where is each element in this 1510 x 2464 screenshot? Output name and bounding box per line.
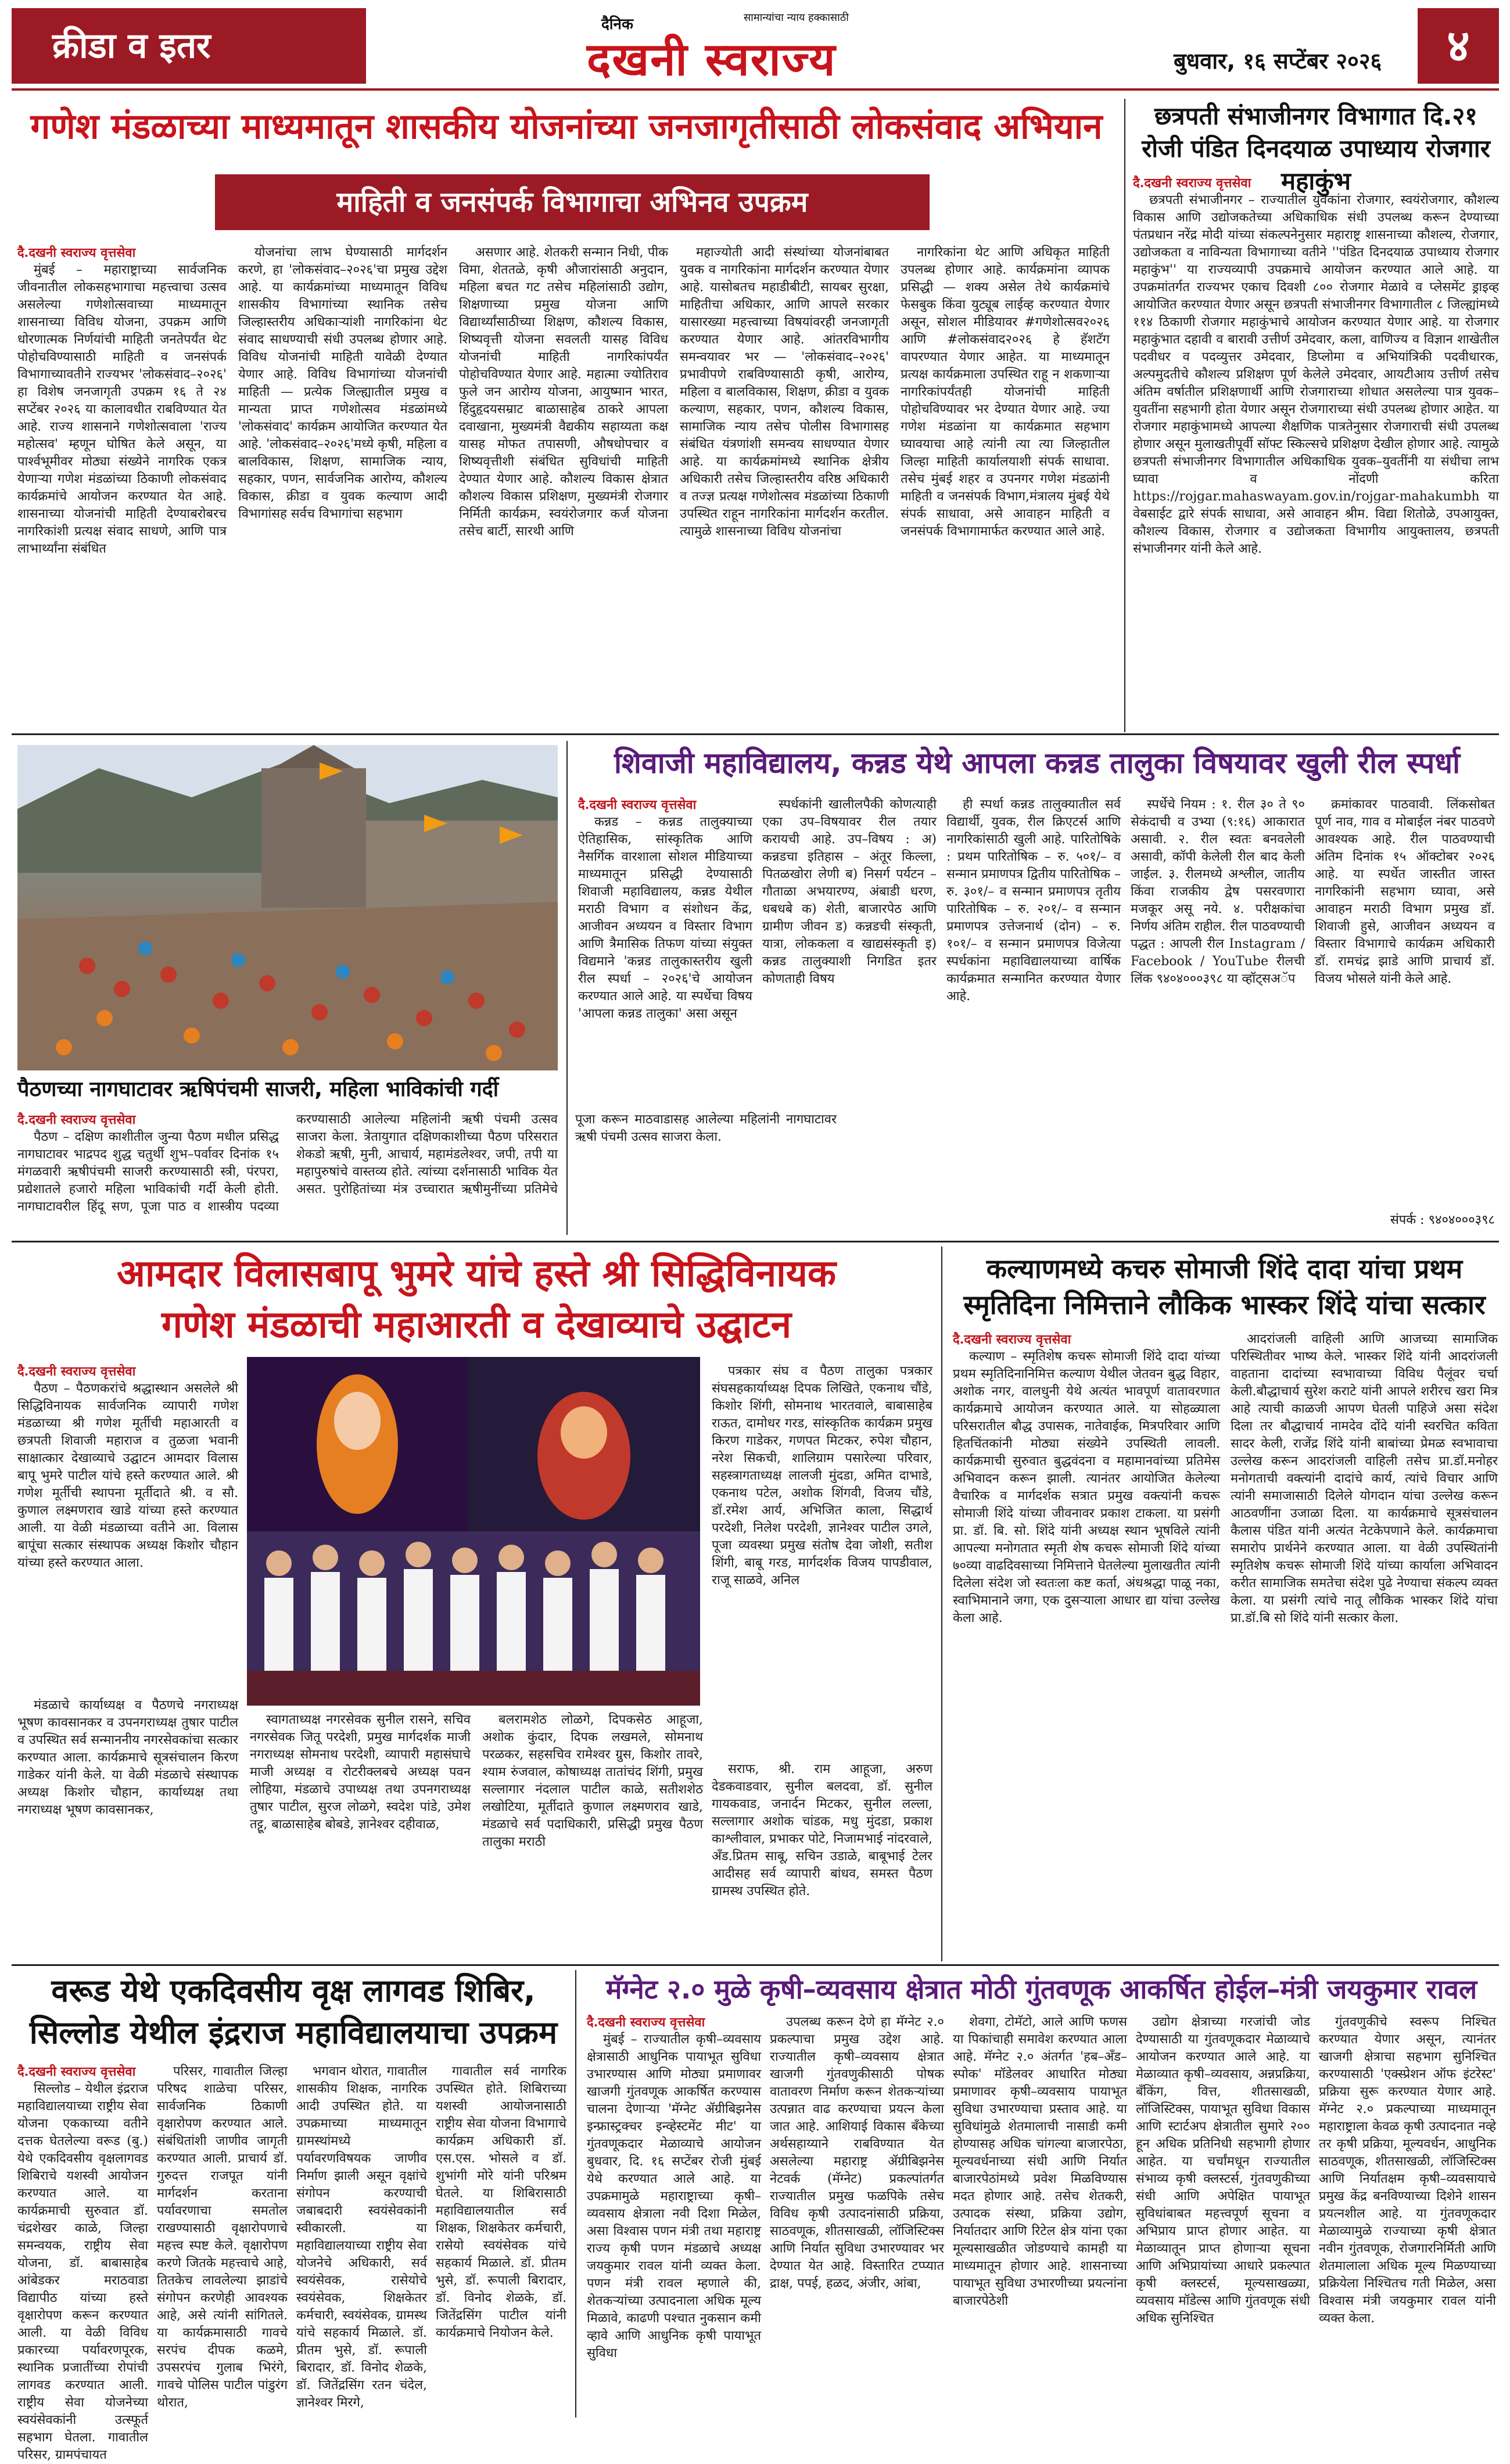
article5-headline-2: गणेश मंडळाची महाआरती व देखाव्याचे उद्घाटन (161, 1303, 792, 1346)
article1-text-1: मुंबई – महाराष्ट्राच्या सार्वजनिक जीवनातील लोकसहभागाचा महत्त्वाचा उत्सव असलेल्या गणेशोत्सवाच्या माध्यमातून शासनाच्या विविध योजना, उपक्रम आणि धोरणात्मक निर्णयांची माहिती जनतेपर्यंत थेट पोहोचविण्यासाठी माहिती व जनसंपर्क विभागाच्यावतीने राज्यभर 'लोकसंवाद–२०२६' हा विशेष जनजागृती उपक्रम १६ ते २४ सप्टेंबर २०२६ या कालावधीत राबविण्यात येत आहे. राज्य शासनाने गणेशोत्सवाला 'राज्य महोत्सव' म्हणून घोषित केले असून, या पार्श्वभूमीवर मोठ्या संख्येने नागरिक एकत्र येणाऱ्या गणेश मंडळांच्या ठिकाणी लोकसंवाद कार्यक्रमांचे आयोजन करण्यात येत आहे. शासनाच्या योजनांची माहिती देण्याबरोबरच नागरिकांशी प्रत्यक्ष संवाद साधणे, आणि पात्र लाभार्थ्यांना संबंधित (17, 263, 227, 556)
vertical-rule-top (1124, 99, 1125, 732)
article1-col2 (238, 244, 447, 726)
article7-headline-2: सिल्लोड येथील इंद्रराज महाविद्यालयाचा उपक्रम (29, 2014, 558, 2051)
article3-text-4: स्पर्धेचे नियम : १. रील ३० ते ९० सेकंदाची व उभ्या (९:१६) आकारात असावी. २. रील स्वतः बनवलेली असावी, कॉपी केलेली रील बाद केली जाईल. ३. रीलमध्ये अश्लील, जातीय किंवा राजकीय द्वेष पसरवणारा मजकूर असू नये. ४. परीक्षकांचा निर्णय अंतिम राहील. रील पाठवण्याची पद्धत : आपली रील Instagram / Facebook / YouTube रीलची लिंक ९४०४०००३९८ या व्हॉट्सअॅप (1131, 797, 1305, 986)
article3-headline: शिवाजी महाविद्यालय, कन्नड येथे आपला कन्नड तालुका विषयावर खुली रील स्पर्धा (614, 746, 1461, 780)
article5-text-2: मंडळाचे कार्याध्यक्ष व पैठणचे नगराध्यक्ष भूषण कावसानकर व उपनगराध्यक्ष तुषार पाटील व उपस्थित सर्व सन्माननीय नगरसेवकांचा सत्कार करण्यात आला. कार्यक्रमाचे सूत्रसंचालन किरण गाडेकर यांनी केले. या वेळी मंडळाचे संस्थापक अध्यक्ष किशोर चौहान, कार्याध्यक्ष तथा नगराध्यक्ष भूषण कावसानकर, (17, 1698, 238, 1817)
section-label: क्रीडा व इतर (12, 8, 366, 84)
article3-text-2: स्पर्धकांनी खालीलपैकी कोणत्याही एका उप–विषयावर रील तयार करायची आहे. उप–विषय : अ) कन्नडचा इतिहास – अंतूर किल्ला, पितळखोरा लेणी ब) निसर्ग पर्यटन – गौताळा अभयारण्य, अंबाडी धरण, धबधबे क) शेती, बाजारपेठ आणि ग्रामीण जीवन ड) कन्नडची संस्कृती, यात्रा, लोककला व खाद्यसंस्कृती इ) कन्नड तालुक्याशी निगडित इतर कोणताही विषय (762, 797, 937, 986)
article1-byline: दै.दखनी स्वराज्य वृत्तसेवा (17, 245, 136, 260)
tagline: सामान्यांचा न्याय हक्कासाठी (744, 12, 849, 24)
article2-body (1133, 174, 1499, 726)
article1-col4 (680, 244, 889, 726)
article7-col1 (17, 2063, 148, 2462)
article1-col1 (17, 244, 227, 726)
article8-text-3: शेवगा, टोमॅटो, आले आणि फणस या पिकांचाही समावेश करण्यात आला आहे. मॅग्नेट २.० अंतर्गत 'हब–अँड–स्पोक' मॉडेलवर आधारित मोठ्या प्रमाणावर कृषी–व्यवसाय पायाभूत सुविधा उभारण्याचा प्रस्ताव आहे. या सुविधांमुळे शेतमालाची नासाडी कमी होण्यासह अधिक चांगल्या बाजारपेठा, मूल्यवर्धनाच्या संधी आणि निर्यात बाजारपेठांमध्ये प्रवेश मिळविण्यास मदत होणार आहे. तसेच शेतकरी, उत्पादक संस्था, प्रक्रिया उद्योग, निर्यातदार आणि रिटेल क्षेत्र यांना एका मूल्यसाखळीत जोडण्याचे कामही या माध्यमातून होणार आहे. शासनाच्या पायाभूत सुविधा उभारणीच्या प्रयत्नांना बाजारपेठेशी (953, 2015, 1127, 2308)
article7-text-2: परिसर, गावातील जिल्हा परिषद शाळेचा परिसर, सार्वजनिक ठिकाणी वृक्षारोपण करण्यात आले. संबंधितांशी जाणीव जागृती करण्यात आली. प्राचार्य डॉ. गुरुदत्त राजपूत यांनी मार्गदर्शन करताना पर्यावरणाचा समतोल राखण्यासाठी वृक्षारोपणाचे महत्त्व स्पष्ट केले. वृक्षारोपण करणे जितके महत्त्वाचे आहे, तितकेच लावलेल्या झाडांचे संगोपन करणेही आवश्यक आहे, असे त्यांनी सांगितले. या कार्यक्रमासाठी गावचे सरपंच दीपक कळमे, उपसरपंच गुलाब भिरंगे, गावचे पोलिस पाटील पांडुरंग थोरात, (157, 2064, 288, 2410)
nagghat-photo (17, 745, 558, 1070)
article5-col3 (250, 1711, 471, 1958)
article5-col1 (17, 1363, 238, 1688)
article5-text-6: सराफ, श्री. राम आहूजा, अरुण देडकवाडवार, सुनील बलदवा, डॉ. सुनील गायकवाड, जनार्दन मिटकर, सुनील लल्ला, सल्लागार अशोक चांडक, मधु मुंदडा, प्रकाश काश्लीवाल, प्रभाकर पोटे, निजामभाई नांदरवाले, अँड.प्रितम साबू, सचिन उडाळे, बाबूभाई टेलर आदीसह सर्व व्यापारी बांधव, समस्त पैठण ग्रामस्थ उपस्थित होते. (712, 1762, 932, 1899)
horizontal-rule-2 (12, 1241, 1499, 1242)
article6-text-2: आदरांजली वाहिली आणि आजच्या सामाजिक परिस्थितीवर भाष्य केले. भास्कर शिंदे यांनी आदरांजली वाहताना दादांच्या स्वभावाच्या विविध पैलूंवर चर्चा केली.बौद्धाचार्य सुरेश कराटे यांनी आपले शरीरच खरा मित्र आहे त्याची काळजी आपण घेतली पाहिजे असा संदेश दिला तर बौद्धाचार्य नामदेव दोंदे यांनी स्वरचित कविता सादर केली, राजेंद्र शिंदे यांनी बाबांच्या प्रेमळ स्वभावाचा उल्लेख करून आदरांजली वाहिली तसेच प्रा.डॉ.मनोहर मनोगताची वक्त्यांनी दादांचे कार्य, त्यांचे विचार आणि त्यांनी समाजासाठी दिलेले योगदान यांचा उल्लेख करून आठवणींना उजाळा दिला. या कार्यक्रमाचे सूत्रसंचालन कैलास पंडित यांनी अत्यंत नेटकेपणाने केले. कार्यक्रमाचा समारोप प्रार्थनेने करण्यात आला. या वेळी उपस्थितांनी स्मृतिशेष कचरू सोमाजी शिंदे यांच्या कार्याला अभिवादन करीत सामाजिक समतेचा संदेश पुढे नेण्याचा संकल्प व्यक्त केला. या प्रसंगी त्यांचे नातू लौकिक भास्कर शिंदे यांचा प्रा.डॉ.बि सो शिंदे यांनी सत्कार केला. (1231, 1332, 1498, 1625)
article5-text-5: पत्रकार संघ व पैठण तालुका पत्रकार संघसहकार्याध्यक्ष दिपक लिखिते, एकनाथ चौंडे, किशोर शिंगी, सोमनाथ भारतवाले, बाबासाहेब राऊत, दामोधर गरड, सांस्कृतिक कार्यक्रम प्रमुख किरण गाडेकर, गणपत मिटकर, रुपेश चौहान, नरेश सिकची, शालिग्राम पसारेल्या परिवार, सहस्त्रागताध्यक्ष लालजी मुंदडा, अमित दाभाडे, एकनाथ पटेल, अशोक शिंगवी, विजय चौंडे, डॉ.रमेश आर्य, अभिजित काला, सिद्धार्थ परदेशी, निलेश परदेशी, ज्ञानेश्वर पाटील उगले, पूजा व्यवस्था प्रमुख संतोष देवा जोशी, सतीश शिंगी, बाबू गरड, मार्गदर्शक विजय पापडीवाल, राजू साळवे, अनिल (712, 1364, 932, 1588)
article2-text: छत्रपती संभाजीनगर – राज्यातील युवकांना रोजगार, स्वयंरोजगार, कौशल्य विकास आणि उद्योजकतेच्या अधिकाधिक संधी उपलब्ध करून देण्याच्या पंतप्रधान नरेंद्र मोदी यांच्या संकल्पनेनुसार महाराष्ट्र शासनाच्या कौशल्य, रोजगार, उद्योजकता व नाविन्यता विभागाच्या वतीने ''पंडित दिनदयाळ उपाध्याय रोजगार महाकुंभ'' या राज्यव्यापी उपक्रमाचे आयोजन करण्यात आले आहे. या उपक्रमांतर्गत राज्यभर एकाच दिवशी ८०० रोजगार मेळावे व प्लेसमेंट ड्राइव्ह आयोजित करण्यात येणार असून छत्रपती संभाजीनगर विभागातील ८ जिल्ह्यांमध्ये ११४ ठिकाणी रोजगार महाकुंभाचे आयोजन करण्यात येणार आहे. या रोजगार महाकुंभात दहावी व बारावी उत्तीर्ण उमेदवार, कला, वाणिज्य व विज्ञान शाखेतील पदवीधर व पदव्युत्तर उमेदवार, डिप्लोमा व अभियांत्रिकी पदवीधारक, अल्पमुदतीचे कौशल्य प्रशिक्षण पूर्ण केलेले उमेदवार, आयटीआय उत्तीर्ण तसेच अंतिम वर्षातील प्रशिक्षणार्थी आणि रोजगाराच्या शोधात असलेल्या पात्र युवक–युवतींना सहभागी होता येणार असून रोजगाराच्या संधी उपलब्ध होणार आहेत. या रोजगार महाकुंभामध्ये आपल्या शैक्षणिक पात्रतेनुसार रोजगाराची संधी उपलब्ध होणार असून मुलाखतीपूर्वी सॉफ्ट स्किल्सचे प्रशिक्षण देखील होणार आहे. त्यामुळे छत्रपती संभाजीनगर विभागातील अधिकाधिक युवक–युवतींनी या संधीचा लाभ घ्यावा व नोंदणी करिता https://rojgar.mahaswayam.gov.in/rojgar-mahakumbh या वेबसाईट द्वारे संपर्क साधावा, असे आवाहन श्रीम. विद्या शितोळे, उपआयुक्त, कौशल्य विकास, रोजगार व उद्योजकता विभागीय आयुक्तालय, छत्रपती संभाजीनगर यांनी केले आहे. (1133, 193, 1499, 556)
article2-headline: छत्रपती संभाजीनगर विभागात दि.२१ रोजी पंडित दिनदयाळ उपाध्याय रोजगार महाकुंभ (1142, 102, 1490, 195)
article3-contact: संपर्क : ९४०४०००३९८ (1390, 1213, 1495, 1227)
article5-col5 (712, 1363, 932, 1758)
article3-text-3: ही स्पर्धा कन्नड तालुक्यातील सर्व विद्यार्थी, युवक, रील क्रिएटर्स आणि नागरिकांसाठी खुली आहे. पारितोषिके : प्रथम पारितोषिक – रु. ५०१/– व सन्मान प्रमाणपत्र द्वितीय पारितोषिक – रु. ३०१/– व सन्मान प्रमाणपत्र तृतीय पारितोषिक – रु. २०१/– व सन्मान प्रमाणपत्र उत्तेजनार्थ (दोन) – रु. १०१/– व सन्मान प्रमाणपत्र विजेत्या स्पर्धकांना महाविद्यालयाच्या वार्षिक कार्यक्रमात सन्मानित करण्यात येणार आहे. (946, 797, 1121, 1004)
page-number-box: ४ (1418, 8, 1499, 84)
article1-col5 (901, 244, 1110, 726)
article8-text-2: उपलब्ध करून देणे हा मॅग्नेट २.० प्रकल्पाचा प्रमुख उद्देश आहे. राज्यातील कृषी–व्यवसाय क्षेत्रात खाजगी गुंतवणुकीसाठी पोषक वातावरण निर्माण करून शेतकऱ्यांच्या उत्पन्नात वाढ करण्याचा प्रयत्न केला जात आहे. आशियाई विकास बँकेच्या अर्थसहाय्याने राबविण्यात येत असलेल्या महाराष्ट्र ॲग्रीबिझनेस नेटवर्क (मॅग्नेट) प्रकल्पांतर्गत राज्यातील प्रमुख फळपिके तसेच विविध कृषी उत्पादनांसाठी प्रक्रिया, साठवणूक, शीतसाखळी, लॉजिस्टिक्स आणि निर्यात सुविधा उभारण्यावर भर देण्यात येत आहे. विस्तारित टप्प्यात द्राक्ष, पपई, हळद, अंजीर, आंबा, (770, 2015, 944, 2291)
article7-text-3: भगवान थोरात, गावातील शासकीय शिक्षक, नागरिक आदी उपस्थित होते. या उपक्रमाच्या माध्यमातून ग्रामस्थांमध्ये पर्यावरणविषयक जाणीव निर्माण झाली असून वृक्षांचे संगोपन करण्याची जबाबदारी स्वयंसेवकांनी स्वीकारली. या महाविद्यालयाच्या राष्ट्रीय सेवा योजनेचे अधिकारी, सर्व स्वयंसेवक, रासेयोचे स्वयंसेवक, शिक्षकेतर कर्मचारी, स्वयंसेवक, ग्रामस्थ यांचे सहकार्य मिळाले. डॉ. प्रीतम भुसे, डॉ. रूपाली बिरादार, डॉ. विनोद शेळके, डॉ. जितेंद्रसिंग रतन चंदेल, ज्ञानेश्वर मिरगे, (296, 2064, 427, 2410)
article6-col1 (953, 1331, 1220, 1958)
article3-col3 (946, 796, 1121, 1238)
article6-text-1: कल्याण – स्मृतिशेष कचरू सोमाजी शिंदे दादा यांच्या प्रथम स्मृतिदिनानिमित्त कल्याण येथील जेतवन बुद्ध विहार, अशोक नगर, वालधुनी येथे अत्यंत भावपूर्ण वातावरणात कार्यक्रमाचे आयोजन करण्यात आले. या सोहळ्याला परिसरातील बौद्ध उपासक, नातेवाईक, मित्रपरिवार आणि हितचिंतकांनी मोठ्या संख्येने उपस्थिती लावली. कार्यक्रमाची सुरुवात बुद्धवंदना व महामानवांच्या प्रतिमेस अभिवादन करून झाली. त्यानंतर आयोजित केलेल्या वैचारिक व मार्गदर्शक सत्रात प्रमुख वक्त्यांनी कचरू सोमाजी शिंदे यांच्या जीवनावर प्रकाश टाकला. या प्रसंगी प्रा. डॉ. बि. सो. शिंदे यांनी अध्यक्ष स्थान भूषविले त्यांनी आपल्या मनोगतात स्मृती शेष कचरू सोमाजी शिंदे यांच्या ७०व्या वाढदिवसाच्या निमित्ताने घेतलेल्या मुलाखतीत त्यांनी दिलेला संदेश जो स्वतःला कष्ट कर्ता, अंधश्रद्धा पाळू नका, स्वाभिमानाने जगा, एक दुसऱ्याला आधार द्या यांचा उल्लेख केला आहे. (953, 1349, 1220, 1625)
horizontal-rule-3 (12, 1964, 1499, 1966)
article4-body (17, 1111, 837, 1227)
article8-headline: मॅग्नेट २.० मुळे कृषी–व्यवसाय क्षेत्रात मोठी गुंतवणूक आकर्षित होईल–मंत्री जयकुमार रावल (605, 1974, 1477, 2005)
article1-text-3: असणार आहे. शेतकरी सन्मान निधी, पीक विमा, शेततळे, कृषी औजारांसाठी अनुदान, महिला बचत गट तसेच महिलांसाठी उद्योग, शिक्षणाच्या प्रमुख योजना आणि विद्यार्थ्यांसाठीच्या शिक्षण, कौशल्य विकास, शिष्यवृत्ती योजना सवलती यासह विविध योजनांची माहिती नागरिकांपर्यंत पोहोचविण्यात येणार आहे. महात्मा ज्योतिराव फुले जन आरोग्य योजना, आयुष्मान भारत, हिंदुहृदयसम्राट बाळासाहेब ठाकरे आपला दवाखाना, मुख्यमंत्री वैद्यकीय सहाय्यता कक्ष यासह मोफत तपासणी, औषधोपचार व शिष्यवृत्तीशी संबंधित सुविधांची माहिती देण्यात येणार आहे. कौशल्य विकास क्षेत्रात कौशल्य विकास प्रशिक्षण, मुख्यमंत्री रोजगार निर्मिती कार्यक्रम, स्वयंरोजगार कर्ज योजना तसेच बार्टी, सारथी आणि (459, 245, 668, 539)
article5-text-4: बलरामशेठ लोळगे, दिपकसेठ आहूजा, अशोक कुंदार, दिपक लखमले, सोमनाथ परळकर, सहसचिव रामेश्वर ग्रुस, किशोर तावरे, श्याम रुंजवाल, कोषाध्यक्ष तातांचंद शिंगी, प्रमुख सल्लागार नंदलाल पाटील काळे, सतीशशेठ लखोटिया, मूर्तीदाते कुणाल लक्ष्मणराव खाडे, मंडळाचे सर्व पदाधिकारी, प्रसिद्धी प्रमुख पैठण तालुका मराठी (482, 1713, 703, 1849)
article5-col6 (712, 1761, 932, 1958)
nagghat-scene (17, 745, 558, 1070)
article1-headline: गणेश मंडळाच्या माध्यमातून शासकीय योजनांच्या जनजागृतीसाठी लोकसंवाद अभियान (30, 106, 1103, 147)
article8-byline: दै.दखनी स्वराज्य वृत्तसेवा (587, 2015, 705, 2030)
mahaarti-photo (247, 1357, 700, 1706)
article8-col3 (953, 2014, 1127, 2418)
article8-text-4: उद्योग क्षेत्राच्या गरजांची जोड देण्यासाठी या गुंतवणूकदार मेळाव्याचे आयोजन करण्यात आले आहे. या मेळाव्यात कृषी–व्यवसाय, अन्नप्रक्रिया, बँकिंग, वित्त, शीतसाखळी, लॉजिस्टिक्स, पायाभूत सुविधा विकास आणि स्टार्टअप क्षेत्रातील सुमारे २०० हून अधिक प्रतिनिधी सहभागी होणार आहेत. या चर्चांमधून राज्यातील संभाव्य कृषी क्लस्टर्स, गुंतवणुकीच्या संधी आणि अपेक्षित पायाभूत सुविधांबाबत महत्त्वपूर्ण सूचना व अभिप्राय प्राप्त होणार आहेत. या मेळाव्यातून प्राप्त होणाऱ्या सूचना आणि अभिप्रायांच्या आधारे प्रकल्पात कृषी क्लस्टर्स, मूल्यसाखळ्या, व्यवसाय मॉडेल्स आणि गुंतवणूक संधी अधिक सुनिश्चित (1136, 2015, 1310, 2326)
article6-col2 (1231, 1331, 1498, 1958)
article7-col4 (436, 2063, 566, 2418)
article7-text-4: गावातील सर्व नागरिक उपस्थित होते. शिबिराच्या यशस्वी आयोजनासाठी राष्ट्रीय सेवा योजना विभागाचे कार्यक्रम अधिकारी डॉ. एस.एस. भोसले व डॉ. शुभांगी मोरे यांनी परिश्रम घेतले. या शिबिरासाठी महाविद्यालयातील सर्व शिक्षक, शिक्षकेतर कर्मचारी, रासेयो स्वयंसेवक यांचे सहकार्य मिळाले. डॉ. प्रीतम भुसे, डॉ. रूपाली बिरादार, डॉ. विनोद शेळके, डॉ. जितेंद्रसिंग पाटील यांनी कार्यक्रमाचे नियोजन केले. (436, 2064, 566, 2340)
article7-col3 (296, 2063, 427, 2418)
vertical-rule-mid1 (566, 741, 568, 1235)
article8-col4 (1136, 2014, 1310, 2418)
article8-col1 (587, 2014, 761, 2418)
article8-col2 (770, 2014, 944, 2418)
article5-col4 (482, 1711, 703, 1958)
article3-col4 (1131, 796, 1305, 1238)
article4-caption: पैठणच्या नागघाटावर ऋषिपंचमी साजरी, महिला भाविकांची गर्दी (17, 1077, 499, 1101)
article7-col2 (157, 2063, 288, 2418)
article3-text-5: क्रमांकावर पाठवावी. लिंकसोबत पूर्ण नाव, गाव व मोबाईल नंबर पाठवणे आवश्यक आहे. रील पाठवण्याची अंतिम दिनांक १५ ऑक्टोबर २०२६ आहे. या स्पर्धेत जास्तीत जास्त नागरिकांनी सहभाग घ्यावा, असे आवाहन मराठी विभाग प्रमुख डॉ. शिवाजी हुसे, आजीवन अध्ययन व विस्तार विभागाचे कार्यक्रम अधिकारी डॉ. रामचंद्र झाडे आणि प्राचार्य डॉ. विजय भोसले यांनी केले आहे. (1315, 797, 1495, 986)
article8-col5 (1319, 2014, 1496, 2418)
article1-text-4: महाज्योती आदी संस्थांच्या योजनांबाबत युवक व नागरिकांना मार्गदर्शन करण्यात येणार आहे. यासोबतच महाडीबीटी, सायबर सुरक्षा, माहितीचा अधिकार, आणि आपले सरकार यासारख्या महत्त्वाच्या विषयांवरही जनजागृती करण्यात येणार आहे. आंतरविभागीय समन्वयावर भर — 'लोकसंवाद–२०२६' प्रभावीपणे राबविण्यासाठी कृषी, आरोग्य, महिला व बालविकास, शिक्षण, क्रीडा व युवक कल्याण, सहकार, पणन, कौशल्य विकास, सामाजिक न्याय तसेच पोलीस विभागासह संबंधित यंत्रणांशी समन्वय साधण्यात येणार आहे. या कार्यक्रमांमध्ये स्थानिक क्षेत्रीय अधिकारी तसेच जिल्हास्तरीय वरिष्ठ अधिकारी व तज्ज्ञ प्रत्यक्ष गणेशोत्सव मंडळांच्या ठिकाणी उपस्थित राहून नागरिकांना मार्गदर्शन करतील. त्यामुळे शासनाच्या विविध योजनांचा (680, 245, 889, 539)
paper-prefix: दैनिक (601, 16, 633, 33)
article4-byline: दै.दखनी स्वराज्य वृत्तसेवा (17, 1112, 136, 1127)
article5-col2 (17, 1697, 238, 1958)
masthead-rule (12, 88, 1499, 91)
vertical-rule-mid2 (941, 1247, 942, 1961)
article1-text-5: नागरिकांना थेट आणि अधिकृत माहिती उपलब्ध होणार आहे. कार्यक्रमांना व्यापक प्रसिद्धी — शक्य असेल तेथे कार्यक्रमांचे फेसबुक किंवा युट्यूब लाईव्ह करण्यात येणार असून, सोशल मीडियावर #गणेशोत्सव२०२६ आणि #लोकसंवाद२०२६ हे हॅशटॅग वापरण्यात येणार आहेत. या माध्यमातून प्रत्यक्ष कार्यक्रमाला उपस्थित राहू न शकणाऱ्या नागरिकांपर्यंतही योजनांची माहिती पोहोचविण्यावर भर देण्यात येणार आहे. ज्या गणेश मंडळांना या कार्यक्रमात सहभाग घ्यावयाचा आहे त्यांनी त्या त्या जिल्हातील जिल्हा माहिती कार्यालयाशी संपर्क साधावा. तसेच मुंबई शहर व उपनगर गणेश मंडळांनी माहिती व जनसंपर्क विभाग,मंत्रालय मुंबई येथे संपर्क साधावा, असे आवाहन माहिती व जनसंपर्क विभागामार्फत करण्यात आले आहे. (901, 245, 1110, 539)
vertical-rule-bottom (575, 1970, 576, 2418)
article2-byline: दै.दखनी स्वराज्य वृत्तसेवा (1133, 176, 1251, 191)
article6-byline: दै.दखनी स्वराज्य वृत्तसेवा (953, 1332, 1071, 1347)
article1-text-2: योजनांचा लाभ घेण्यासाठी मार्गदर्शन करणे, हा 'लोकसंवाद–२०२६'चा प्रमुख उद्देश आहे. या कार्यक्रमांच्या माध्यमातून विविध शासकीय विभागांच्या स्थानिक तसेच जिल्हास्तरीय अधिकाऱ्यांशी नागरिकांना थेट संवाद साधण्याची संधी उपलब्ध होणार आहे. विविध योजनांची माहिती यावेळी देण्यात येणार आहे. विविध विभागांच्या योजनांची माहिती — प्रत्येक जिल्ह्यातील प्रमुख व मान्यता प्राप्त गणेशोत्सव मंडळांमध्ये 'लोकसंवाद' कार्यक्रम आयोजित करण्यात येत आहे. 'लोकसंवाद–२०२६'मध्ये कृषी, महिला व बालविकास, शिक्षण, सामाजिक न्याय, सहकार, पणन, सार्वजनिक आरोग्य, कौशल्य विकास, क्रीडा व युवक कल्याण आदी विभागांसह सर्वच विभागांचा सहभाग (238, 245, 447, 521)
paper-name: दखनी स्वराज्य (587, 34, 837, 86)
article3-text-1: कन्नड – कन्नड तालुक्याच्या ऐतिहासिक, सांस्कृतिक आणि नैसर्गिक वारशाला सोशल मीडियाच्या माध्यमातून प्रसिद्धी देण्यासाठी शिवाजी महाविद्यालय, कन्नड येथील मराठी विभाग व संशोधन केंद्र, आजीवन अध्ययन व विस्तार विभाग आणि त्रैमासिक तिफण यांच्या संयुक्त विद्यमाने 'कन्नड तालुकास्तरीय खुली रील स्पर्धा – २०२६'चे आयोजन करण्यात आले आहे. या स्पर्धेचा विषय 'आपला कन्नड तालुका' असा असून (578, 815, 752, 1021)
article7-headline-1: वरूड येथे एकदिवसीय वृक्ष लागवड शिबिर, (51, 1972, 536, 2009)
article3-col1 (578, 796, 752, 1238)
article3-byline: दै.दखनी स्वराज्य वृत्तसेवा (578, 797, 697, 812)
article5-text-3: स्वागताध्यक्ष नगरसेवक सुनील रासने, सचिव नगरसेवक जितू परदेशी, प्रमुख मार्गदर्शक माजी नगराध्यक्ष सोमनाथ परदेशी, व्यापारी महासंघाचे माजी अध्यक्ष व रोटरीक्लबचे अध्यक्ष पवन लोहिया, मंडळाचे उपाध्यक्ष तथा उपनगराध्यक्ष तुषार पाटील, सुरज लोळगे, स्वदेश पांडे, उमेश तट्टू, बाळासाहेब बोबडे, ज्ञानेश्वर दहीवाळ, (250, 1713, 471, 1832)
article6-headline: कल्याणमध्ये कचरु सोमाजी शिंदे दादा यांचा प्रथम स्मृतिदिना निमित्ताने लौकिक भास्कर शिंदे यांचा सत्कार (963, 1253, 1486, 1320)
masthead-logo (569, 6, 906, 86)
article8-text-5: गुंतवणुकीचे स्वरूप निश्चित करण्यात येणार असून, त्यानंतर खाजगी क्षेत्राचा सहभाग सुनिश्चित करण्यासाठी 'एक्स्प्रेशन ऑफ इंटरेस्ट' प्रक्रिया सुरू करण्यात येणार आहे. मॅग्नेट २.० प्रकल्पाच्या माध्यमातून महाराष्ट्राला केवळ कृषी उत्पादनात नव्हे तर कृषी प्रक्रिया, मूल्यवर्धन, आधुनिक साठवणूक, शीतसाखळी, लॉजिस्टिक्स आणि निर्यातक्षम कृषी–व्यवसायाचे प्रमुख केंद्र बनविण्याच्या दिशेने शासन प्रयत्नशील आहे. या गुंतवणूकदार मेळाव्यामुळे राज्याच्या कृषी क्षेत्रात नवीन गुंतवणूक, रोजगारनिर्मिती आणि शेतमालाला अधिक मूल्य मिळण्याच्या प्रक्रियेला निश्चितच गती मिळेल, असा विश्वास मंत्री जयकुमार रावल यांनी व्यक्त केला. (1319, 2015, 1496, 2326)
article5-text-1: पैठण – पैठणकरांचे श्रद्धास्थान असलेले श्री सिद्धिविनायक सार्वजनिक व्यापारी गणेश मंडळाच्या श्री गणेश मूर्तीची महाआरती व छत्रपती शिवाजी महाराज व तुळजा भवानी साक्षात्कार देखाव्याचे उद्घाटन आमदार विलास बापू भुमरे पाटील यांचे हस्ते करण्यात आले. श्री गणेश मूर्तीची स्थापना मूर्तीदाते श्री. व सौ. कुणाल लक्ष्मणराव खाडे यांच्या हस्ते करण्यात आली. या वेळी मंडळाच्या वतीने आ. विलास बापूंचा सत्कार संस्थापक अध्यक्ष किशोर चौहान यांच्या हस्ते करण्यात आला. (17, 1381, 238, 1570)
mahaarti-scene (247, 1357, 700, 1706)
article5-headline-1: आमदार विलासबापू भुमरे यांचे हस्ते श्री सिद्धिविनायक (116, 1252, 837, 1295)
article7-text-1: सिल्लोड – येथील इंद्रराज महाविद्यालयाच्या राष्ट्रीय सेवा योजना एककाच्या वतीने दत्तक घेतलेल्या वरूड (बु.) येथे एकदिवसीय वृक्षलागवड शिबिराचे यशस्वी आयोजन करण्यात आले. या कार्यक्रमाची सुरुवात डॉ. चंद्रशेखर काळे, जिल्हा समन्वयक, राष्ट्रीय सेवा योजना, डॉ. बाबासाहेब आंबेडकर मराठवाडा विद्यापीठ यांच्या हस्ते वृक्षारोपण करून करण्यात आली. या वेळी विविध प्रकारच्या पर्यावरणपूरक, स्थानिक प्रजातींच्या रोपांची लागवड करण्यात आली. राष्ट्रीय सेवा योजनेच्या स्वयंसेवकांनी उत्स्फूर्त सहभाग घेतला. गावातील परिसर, ग्रामपंचायत (17, 2082, 148, 2462)
article4-text: पैठण – दक्षिण काशीतील जुन्या पैठण मधील प्रसिद्ध नागघाटावर भाद्रपद शुद्ध चतुर्थी शुभ–पर्वावर दिनांक १५ मंगळवारी ऋषीपंचमी साजरी करण्यासाठी स्त्री, पंरपरा, प्रद्येशातले हजारो महिला भाविकांची गर्दी केली होती. नागघाटावरील हिंदू सण, पूजा पाठ व शास्त्रीय पदव्या करण्यासाठी आलेल्या महिलांनी ऋषी पंचमी उत्सव साजरा केला. त्रेतायुगात दक्षिणकाशीच्या पैठण परिसरात शेकडो ऋषी, मुनी, आचार्य, महामंडलेश्वर, जपी, तपी या महापुरुषांचे वास्तव्य होते. त्यांच्या दर्शनासाठी भाविक येत असत. पुरोहितांच्या मंत्र उच्चारात ऋषीमुनींच्या प्रतिमेचे पूजा करून माठवाडासह आलेल्या महिलांनी नागघाटावर ऋषी पंचमी उत्सव साजरा केला. (17, 1112, 837, 1214)
article1-subhead: माहिती व जनसंपर्क विभागाचा अभिनव उपक्रम (336, 186, 808, 219)
article3-col2 (762, 796, 937, 1238)
article8-text-1: मुंबई – राज्यातील कृषी–व्यवसाय क्षेत्रासाठी आधुनिक पायाभूत सुविधा उभारण्यास आणि मोठ्या प्रमाणावर खाजगी गुंतवणूक आकर्षित करण्यास चालना देणाऱ्या 'मॅग्नेट ॲग्रीबिझनेस इन्फ्रास्ट्रक्चर इन्व्हेस्टमेंट मीट' या गुंतवणूकदार मेळाव्याचे आयोजन बुधवार, दि. १६ सप्टेंबर रोजी मुंबई येथे करण्यात आले आहे. या उपक्रमामुळे महाराष्ट्राच्या कृषी–व्यवसाय क्षेत्राला नवी दिशा मिळेल, असा विश्वास पणन मंत्री तथा महाराष्ट्र राज्य कृषी पणन मंडळाचे अध्यक्ष जयकुमार रावल यांनी व्यक्त केला. पणन मंत्री रावल म्हणाले की, शेतकऱ्यांच्या उत्पादनाला अधिक मूल्य मिळावे, काढणी पश्चात नुकसान कमी व्हावे आणि आधुनिक कृषी पायाभूत सुविधा (587, 2032, 761, 2361)
article5-byline: दै.दखनी स्वराज्य वृत्तसेवा (17, 1364, 136, 1379)
article7-byline: दै.दखनी स्वराज्य वृत्तसेवा (17, 2064, 136, 2079)
horizontal-rule-1 (12, 733, 1499, 735)
article3-col5 (1315, 796, 1495, 1209)
article1-col3 (459, 244, 668, 726)
issue-date: बुधवार, १६ सप्टेंबर २०२६ (1174, 48, 1382, 74)
